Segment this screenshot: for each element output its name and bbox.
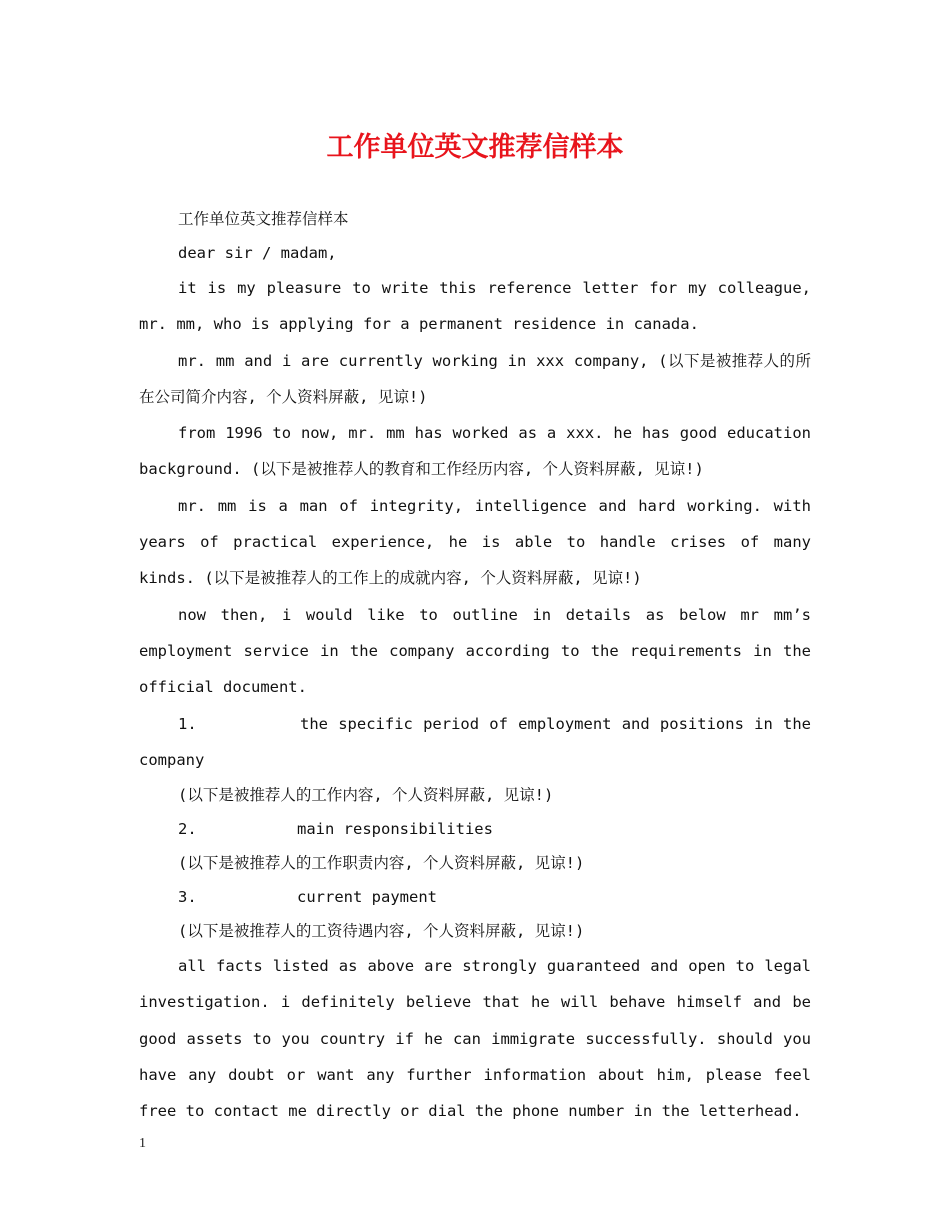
page-number: 1	[139, 1136, 146, 1151]
list-item-number: 3.	[178, 888, 197, 907]
list-item	[139, 706, 811, 779]
list-item	[139, 880, 811, 914]
paragraph: (以下是被推荐人的工作内容, 个人资料屏蔽, 见谅!)	[178, 786, 554, 805]
paragraph-heading: 工作单位英文推荐信样本	[178, 210, 349, 228]
paragraph: (以下是被推荐人的工资待遇内容, 个人资料屏蔽, 见谅!)	[178, 922, 585, 941]
list-item-text: main responsibilities	[297, 820, 493, 839]
list-item-number: 1.	[178, 714, 197, 733]
document-title: 工作单位英文推荐信样本	[326, 132, 624, 163]
paragraph: now then, i would like to outline in details as below mr mm’s employment service in the company according to the requirements in the official document.	[139, 605, 821, 697]
paragraph: it is my pleasure to write this reference letter for my colleague, mr. mm, who is applying for a permanent residence in canada.	[139, 279, 821, 334]
paragraph: all facts listed as above are strongly guaranteed and open to legal investigation. i definitely believe that he will behave himself and be good assets to you country if he can immigrate successfully. should you have any doubt or want any further information about him, please feel free to contact me directly or dial the phone number in the letterhead.	[139, 957, 821, 1121]
list-item-text: current payment	[297, 888, 437, 907]
list-item-number: 2.	[178, 820, 197, 839]
paragraph: (以下是被推荐人的工作职责内容, 个人资料屏蔽, 见谅!)	[178, 854, 585, 873]
list-item	[139, 812, 811, 846]
paragraph: mr. mm and i are currently working in xxx company, (以下是被推荐人的所在公司简介内容, 个人资料屏蔽, 见谅!)	[139, 351, 811, 406]
paragraph: mr. mm is a man of integrity, intelligence and hard working. with years of practical experience, he is able to handle crises of many kinds. (以下是被推荐人的工作上的成就内容, 个人资料屏蔽, 见谅!)	[139, 496, 821, 588]
paragraph-salutation: dear sir / madam,	[178, 244, 337, 262]
paragraph: from 1996 to now, mr. mm has worked as a xxx. he has good education background. (以下是被推荐人的教育和工作经历内容, 个人资料屏蔽, 见谅!)	[139, 424, 821, 479]
document-body	[139, 202, 821, 1130]
list-item-text: the specific period of employment and positions in the company	[139, 714, 811, 769]
